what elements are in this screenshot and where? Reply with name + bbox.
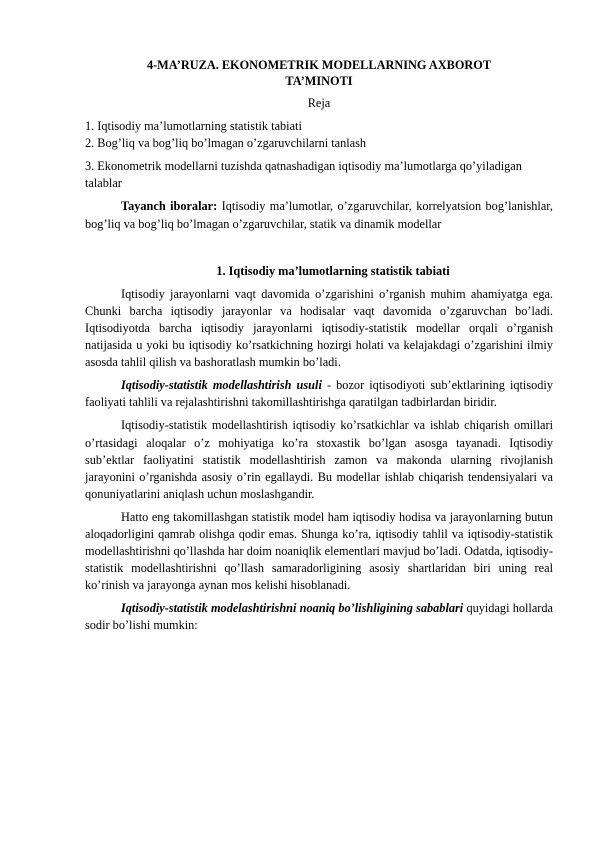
plan-item-1: 1. Iqtisodiy ma’lumotlarning statistik tabiati (85, 119, 302, 134)
paragraph-3: Iqtisodiy-statistik modellashtirish iqtisodiy ko’rsatkichlar va ishlab chiqarish omillari o’rtasidagi aloqalar o’z mohiyatiga ko’ra stoxastik bo’lgan asosga tayanadi. Iqtisodiy sub’ektlar faoliyatini statistik modellashtirish zamon va makonda ularning rivojlanish jarayonini o’rganishda asosiy o’rin egallaydi. Bu modellar ishlab chiqarish tendensiyalari va qonuniyatlarini aniqlash uchun moslashgandir. (85, 418, 553, 501)
lecture-title-line-2: TA’MINOTI (285, 74, 353, 88)
section-1-heading (85, 263, 553, 280)
paragraph-4: Hatto eng takomillashgan statistik model ham iqtisodiy hodisa va jarayonlarning butun aloqadorligini qamrab olishga qodir emas. Shunga ko’ra, iqtisodiy tahlil va iqtisodiy-statistik modellashtirishni qo’llashda har doim noaniqlik elementlari mavjud bo’ladi. Odatda, iqtisodiy-statistik modellashtirishni qo’llash samaradorligining asosiy shartlaridan biri uning real ko’rinish va jarayonga aynan mos kelishi hisoblanadi. (85, 509, 553, 593)
paragraph-5 (85, 600, 553, 634)
lecture-title (85, 57, 553, 89)
paragraph-2-text: - bozor iqtisodiyoti sub’ektlarining iqtisodiy faoliyati tahlili va rejalashtirishni takomillashtirishga qaratilgan tadbirlardan biridir. (85, 378, 553, 410)
paragraph-1: Iqtisodiy jarayonlarni vaqt davomida o’zgarishini o’rganish muhim ahamiyatga ega. Chunki barcha iqtisodiy jarayonlar va hodisalar vaqt davomida o’zgaruvchan bo’ladi. Iqtisodiyotda barcha iqtisodiy jarayonlarni iqtisodiy-statistik modellar orqali o’rganish natijasida u yoki bu iqtisodiy ko’rsatkichning hozirgi holati va kelajakdagi o’zgarishini ilmiy asosda tahlil qilish va bashoratlash mumkin bo’ladi. (85, 286, 553, 370)
plan-item-2: 2. Bog’liq va bog’liq bo’lmagan o’zgaruvchilarni tanlash (85, 136, 367, 151)
paragraph-5-text: quyidagi hollarda sodir bo’lishi mumkin: (85, 601, 553, 633)
keywords-paragraph (85, 198, 553, 232)
paragraph-2-term: Iqtisodiy-statistik modellashtirish usuli (121, 378, 322, 393)
lecture-title-line-1: 4-MA’RUZA. EKONOMETRIK MODELLARNING AXBOROT (146, 58, 492, 72)
plan-item-3: 3. Ekonometrik modellarni tuzishda qatnashadigan iqtisodiy ma’lumotlarga qo’yiladigan talablar (85, 159, 522, 191)
section-1-heading-text: 1. Iqtisodiy ma’lumotlarning statistik tabiati (216, 263, 450, 278)
plan-heading: Reja (307, 96, 331, 110)
keywords-label: Tayanch iboralar: (121, 199, 218, 214)
document-page (85, 57, 553, 635)
paragraph-2 (85, 377, 553, 411)
paragraph-5-term: Iqtisodiy-statistik modelashtirishni noaniq bo’lishligining sabablari (121, 601, 464, 616)
keywords-text: Iqtisodiy ma’lumotlar, o’zgaruvchilar, korrelyatsion bog’lanishlar, bog’liq va bog’liq bo’lmagan o’zgaruvchilar, statik va dinamik modellar (85, 199, 553, 231)
